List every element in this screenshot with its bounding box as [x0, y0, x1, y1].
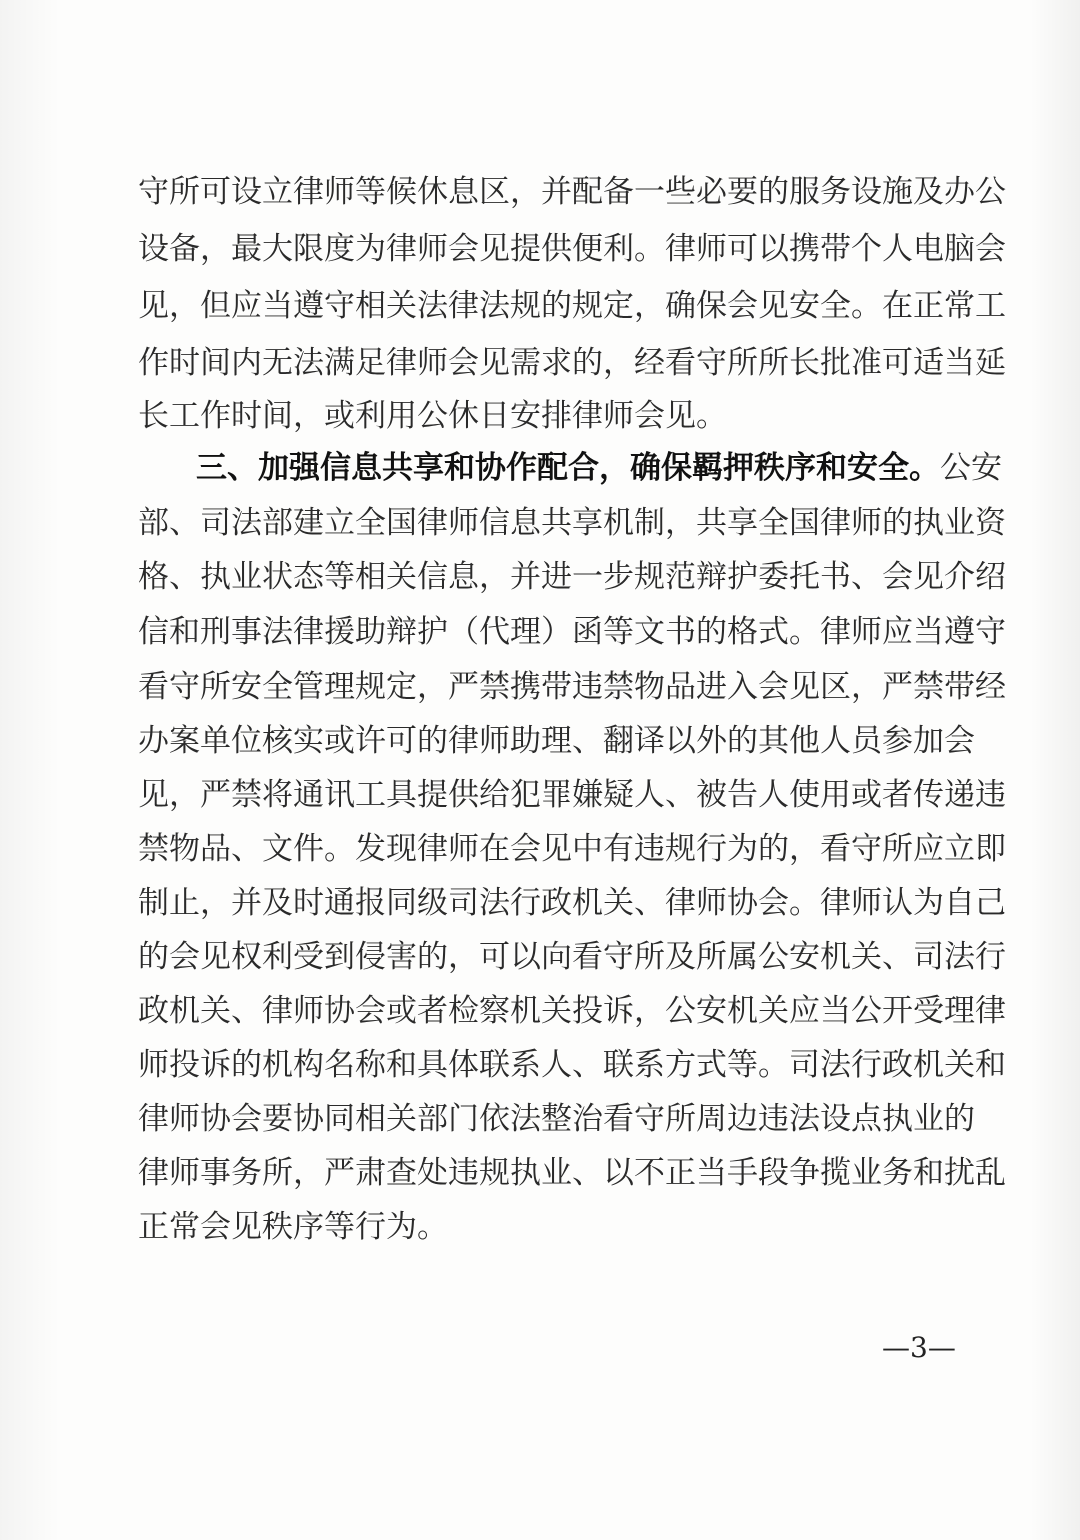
paragraph2-line-10: 政机关、律师协会或者检察机关投诉，公安机关应当公开受理律 — [138, 993, 1006, 1029]
paragraph1-line-4: 作时间内无法满足律师会见需求的，经看守所所长批准可适当延 — [138, 345, 1006, 381]
paragraph1-line-3: 见，但应当遵守相关法律法规的规定，确保会见安全。在正常工 — [138, 288, 1006, 324]
scan-shadow-left — [0, 0, 60, 1540]
paragraph2-line-1: 部、司法部建立全国律师信息共享机制，共享全国律师的执业资 — [138, 505, 1006, 541]
paragraph2-line-9: 的会见权利受到侵害的，可以向看守所及所属公安机关、司法行 — [138, 939, 1006, 975]
paragraph2-line-8: 制止，并及时通报同级司法行政机关、律师协会。律师认为自己 — [138, 885, 1006, 921]
paragraph1-line-2: 设备，最大限度为律师会见提供便利。律师可以携带个人电脑会 — [138, 231, 1006, 267]
paragraph2-line-7: 禁物品、文件。发现律师在会见中有违规行为的，看守所应立即 — [138, 831, 1006, 867]
paragraph1-line-1: 守所可设立律师等候休息区，并配备一些必要的服务设施及办公 — [138, 174, 1006, 210]
paragraph2-line-14: 正常会见秩序等行为。 — [138, 1209, 448, 1245]
paragraph2-line-2: 格、执业状态等相关信息，并进一步规范辩护委托书、会见介绍 — [138, 559, 1006, 595]
paragraph2-line-6: 见，严禁将通讯工具提供给犯罪嫌疑人、被告人使用或者传递违 — [138, 777, 1006, 813]
paragraph1-line-5: 长工作时间，或利用公休日安排律师会见。 — [138, 398, 727, 434]
paragraph2-line-11: 师投诉的机构名称和具体联系人、联系方式等。司法行政机关和 — [138, 1047, 1006, 1083]
paragraph2-line-3: 信和刑事法律援助辩护（代理）函等文书的格式。律师应当遵守 — [138, 614, 1006, 650]
scan-shadow-right — [1030, 0, 1080, 1540]
paragraph2-line-4: 看守所安全管理规定，严禁携带违禁物品进入会见区，严禁带经 — [138, 669, 1006, 705]
section-three-heading-line — [196, 448, 1002, 488]
paragraph2-line-13: 律师事务所，严肃查处违规执业、以不正当手段争揽业务和扰乱 — [138, 1155, 1006, 1191]
paragraph2-line-5: 办案单位核实或许可的律师助理、翻译以外的其他人员参加会 — [138, 723, 975, 759]
section-three-heading: 三、加强信息共享和协作配合，确保羁押秩序和安全。 — [196, 450, 940, 486]
heading-line-continuation: 公安 — [940, 450, 1002, 486]
page-number: —3— — [882, 1331, 956, 1364]
paragraph2-line-12: 律师协会要协同相关部门依法整治看守所周边违法设点执业的 — [138, 1101, 975, 1137]
